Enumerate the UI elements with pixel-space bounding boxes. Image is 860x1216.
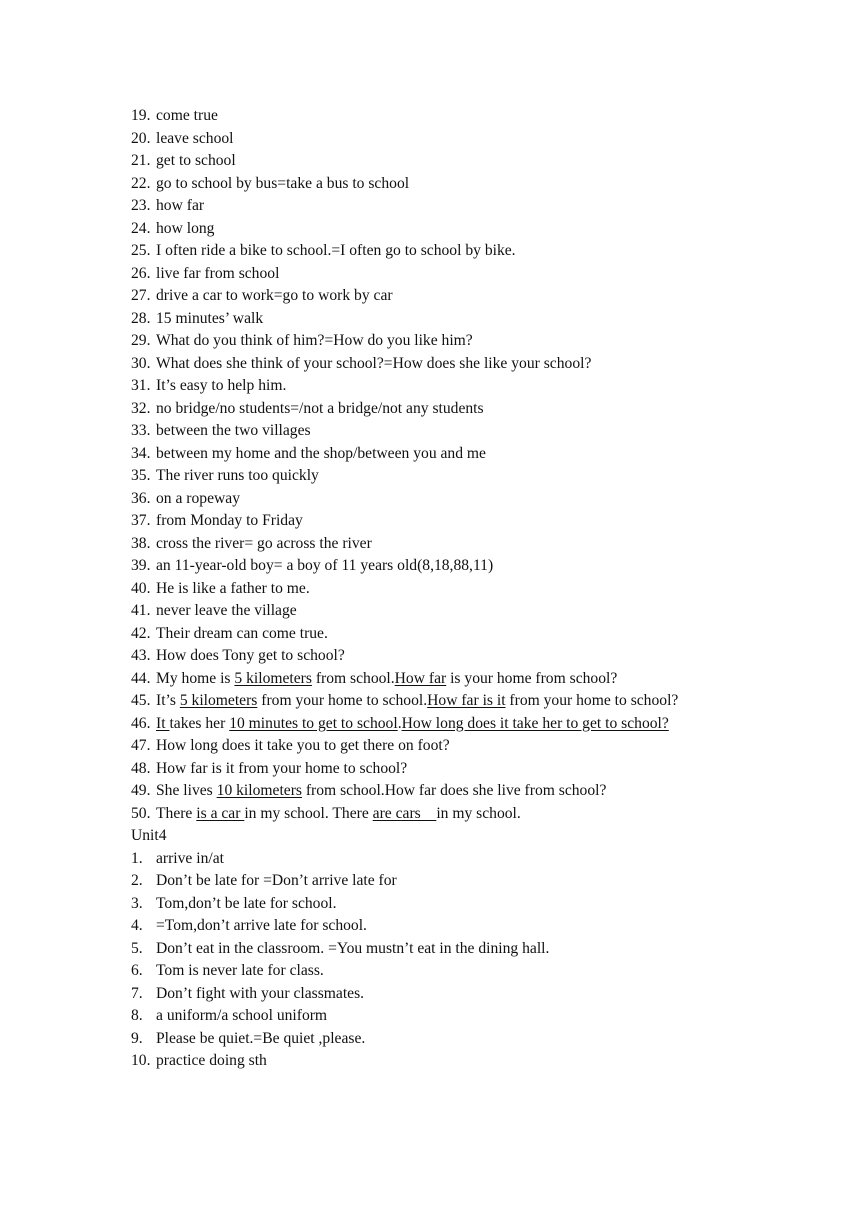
item-text: arrive in/at (156, 849, 224, 867)
item-text: What do you think of him?=How do you like him? (156, 332, 473, 349)
underlined-answer: 5 kilometers (179, 692, 258, 709)
item-number: 46. (131, 714, 151, 732)
list-item (131, 713, 733, 736)
item-number: 44. (131, 669, 151, 687)
item-number: 43. (131, 647, 151, 664)
item-number: 23. (131, 197, 151, 214)
list-item (131, 983, 733, 1006)
list-item (131, 308, 733, 331)
item-number: 45. (131, 692, 151, 709)
text-segment: in my school. (436, 804, 521, 822)
list-item (131, 285, 733, 308)
list-item (131, 645, 733, 668)
list-item (131, 848, 733, 871)
underlined-answer: How far (394, 669, 447, 687)
item-number: 4. (131, 917, 143, 934)
list-item (131, 128, 733, 151)
item-text: How does Tony get to school? (156, 647, 345, 664)
item-text: a uniform/a school uniform (156, 1007, 328, 1024)
item-number: 26. (131, 264, 151, 282)
list-item (131, 555, 733, 578)
list-item (131, 488, 733, 511)
item-text (156, 713, 733, 736)
item-text: get to school (156, 152, 236, 169)
item-text: I often ride a bike to school.=I often go to school by bike. (156, 242, 516, 259)
text-segment: She lives (156, 782, 217, 799)
item-number: 20. (131, 129, 151, 147)
item-number: 2. (131, 872, 143, 889)
item-text: Don’t fight with your classmates. (156, 984, 365, 1002)
list-item (131, 375, 733, 398)
underlined-answer: 10 kilometers (216, 782, 302, 799)
list-item (131, 420, 733, 443)
text-segment: from school.How far does she live from school? (301, 782, 607, 799)
underlined-answer: 5 kilometers (234, 669, 312, 687)
list-item (131, 623, 733, 646)
list-item (131, 690, 733, 713)
item-text: practice doing sth (156, 1052, 267, 1069)
list-item (131, 263, 733, 286)
item-number: 10. (131, 1052, 151, 1069)
item-text: leave school (156, 129, 234, 147)
item-number: 38. (131, 534, 151, 552)
item-text: How far is it from your home to school? (156, 759, 408, 777)
item-number: 25. (131, 242, 151, 259)
item-number: 33. (131, 422, 151, 439)
item-number: 39. (131, 557, 151, 574)
list-item (131, 870, 733, 893)
item-text: Don’t be late for =Don’t arrive late for (156, 872, 397, 889)
list-item (131, 105, 733, 128)
item-number: 34. (131, 444, 151, 462)
item-text: between the two villages (156, 422, 311, 439)
item-text: go to school by bus=take a bus to school (156, 174, 410, 192)
item-text: cross the river= go across the river (156, 534, 372, 552)
list-item (131, 1005, 733, 1028)
item-number: 48. (131, 759, 151, 777)
item-text (156, 668, 733, 691)
item-number: 1. (131, 849, 143, 867)
item-text: Tom is never late for class. (156, 962, 324, 979)
list-item (131, 510, 733, 533)
item-number: 7. (131, 984, 143, 1002)
item-text: What does she think of your school?=How does she like your school? (156, 354, 592, 372)
item-number: 42. (131, 624, 151, 642)
underlined-answer: It (156, 714, 170, 732)
item-number: 21. (131, 152, 151, 169)
item-text: =Tom,don’t arrive late for school. (156, 917, 367, 934)
text-segment: from your home to school. (257, 692, 428, 709)
item-number: 28. (131, 309, 151, 327)
list-item (131, 758, 733, 781)
item-number: 27. (131, 287, 151, 304)
item-text: Tom,don’t be late for school. (156, 894, 337, 912)
text-segment: from your home to school? (505, 692, 679, 709)
item-number: 49. (131, 782, 151, 799)
list-item (131, 240, 733, 263)
item-number: 47. (131, 737, 151, 754)
list-item (131, 443, 733, 466)
item-text: Please be quiet.=Be quiet ,please. (156, 1029, 366, 1047)
underlined-answer: How long does it take her to get to school? (401, 714, 669, 732)
list-item (131, 735, 733, 758)
item-number: 31. (131, 377, 151, 394)
item-text: how far (156, 197, 205, 214)
list-item (131, 398, 733, 421)
list-item (131, 150, 733, 173)
item-number: 29. (131, 332, 151, 349)
item-number: 35. (131, 467, 151, 484)
item-number: 5. (131, 939, 143, 957)
list-item (131, 195, 733, 218)
item-text: Don’t eat in the classroom. =You mustn’t eat in the dining hall. (156, 939, 550, 957)
item-text: 15 minutes’ walk (156, 309, 264, 327)
item-text: It’s easy to help him. (156, 377, 287, 394)
text-segment: from school. (311, 669, 395, 687)
item-number: 37. (131, 512, 151, 529)
list-item (131, 533, 733, 556)
item-text: He is like a father to me. (156, 579, 310, 597)
list-item (131, 465, 733, 488)
list-item (131, 578, 733, 601)
text-segment: . (397, 714, 402, 732)
item-text: from Monday to Friday (156, 512, 303, 529)
underlined-answer: are cars (372, 804, 437, 822)
list-item (131, 600, 733, 623)
item-number: 50. (131, 804, 151, 822)
item-text: Their dream can come true. (156, 624, 328, 642)
item-number: 30. (131, 354, 151, 372)
list-item (131, 780, 733, 803)
text-segment: There (156, 804, 197, 822)
item-text: how long (156, 219, 215, 237)
item-text: between my home and the shop/between you and me (156, 444, 486, 462)
list-item (131, 1050, 733, 1073)
text-segment: It’s (156, 692, 180, 709)
item-number: 8. (131, 1007, 143, 1024)
item-text: How long does it take you to get there on foot? (156, 737, 450, 754)
item-text: on a ropeway (156, 489, 240, 507)
item-number: 19. (131, 107, 151, 124)
item-text: never leave the village (156, 602, 297, 619)
list-item (131, 803, 733, 826)
item-number: 6. (131, 962, 143, 979)
item-text: The river runs too quickly (156, 467, 319, 484)
item-text: no bridge/no students=/not a bridge/not any students (156, 399, 484, 417)
list-item (131, 1028, 733, 1051)
phrase-list (131, 105, 733, 1073)
list-item (131, 173, 733, 196)
item-text: come true (156, 107, 218, 124)
item-text (156, 690, 733, 713)
item-text (156, 780, 733, 803)
item-number: 32. (131, 399, 151, 417)
item-number: 41. (131, 602, 151, 619)
text-segment: in my school. There (244, 804, 373, 822)
underlined-answer: is a car (196, 804, 245, 822)
item-number: 40. (131, 579, 151, 597)
list-item (131, 960, 733, 983)
list-item (131, 330, 733, 353)
list-item (131, 218, 733, 241)
item-number: 24. (131, 219, 151, 237)
list-item (131, 353, 733, 376)
unit-heading: Unit4 (131, 827, 167, 844)
item-number: 3. (131, 894, 143, 912)
item-text: live far from school (156, 264, 280, 282)
text-segment: is your home from school? (446, 669, 618, 687)
text-segment: My home is (156, 669, 235, 687)
item-text: an 11-year-old boy= a boy of 11 years old(8,18,88,11) (156, 557, 494, 574)
item-number: 9. (131, 1029, 143, 1047)
underlined-answer: 10 minutes to get to school (229, 714, 398, 732)
text-segment: takes her (169, 714, 230, 732)
item-text (156, 803, 733, 826)
item-number: 22. (131, 174, 151, 192)
list-item (131, 668, 733, 691)
list-item (131, 938, 733, 961)
list-item (131, 915, 733, 938)
underlined-answer: How far is it (427, 692, 506, 709)
item-number: 36. (131, 489, 151, 507)
list-item (131, 893, 733, 916)
item-text: drive a car to work=go to work by car (156, 287, 393, 304)
